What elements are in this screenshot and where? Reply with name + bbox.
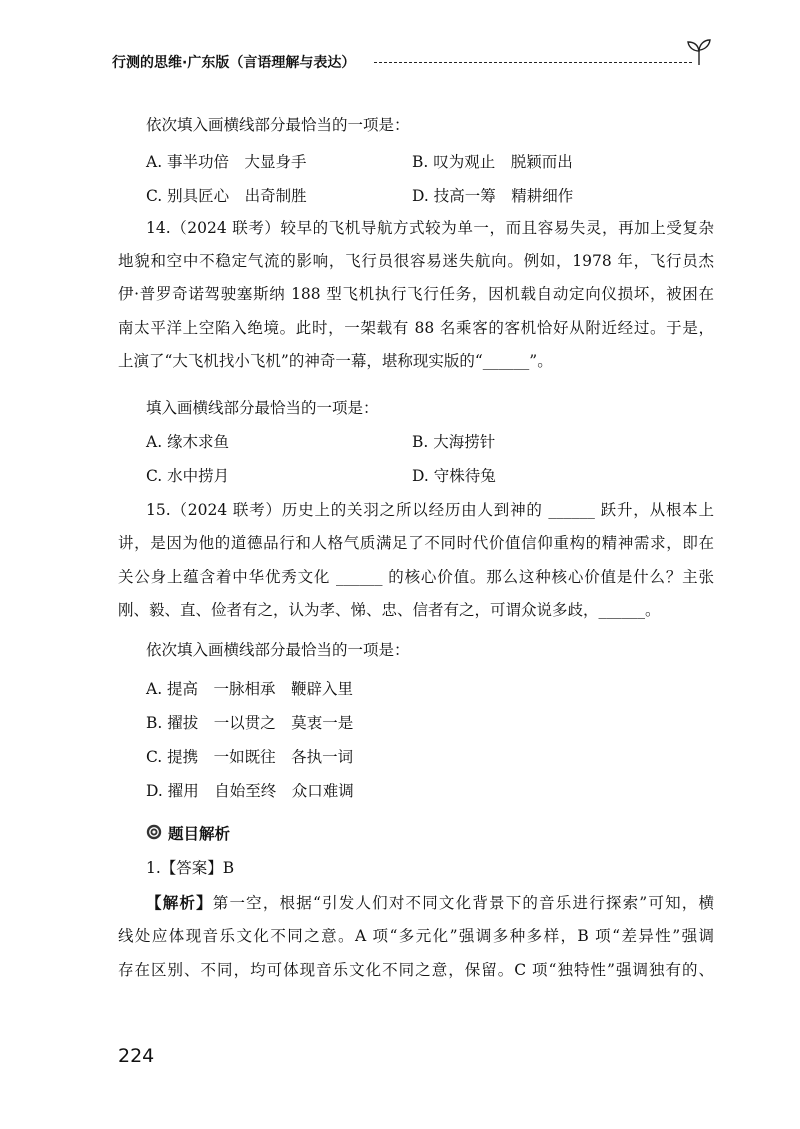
q14-line-1: 14.（2024 联考）较早的飞机导航方式较为单一，而且容易失灵，再加上受复杂 [146, 219, 714, 237]
explain-line-1 [146, 893, 714, 913]
explain-line-3: 存在区别、不同，均可体现音乐文化不同之意，保留。C 项“独特性”强调独有的、 [118, 961, 714, 979]
q15-line-2: 讲，是因为他的道德品行和人格气质满足了不同时代价值信仰重构的精神需求，即在 [118, 534, 714, 552]
q14-option-c: C. 水中捞月 [146, 467, 230, 485]
q14-line-5: 上演了“大飞机找小飞机”的神奇一幕，堪称现实版的“______”。 [118, 352, 553, 370]
analysis-section-title: 题目解析 [168, 825, 231, 843]
running-header [112, 38, 712, 78]
q15-option-c: C. 提携 一如既往 各执一词 [146, 748, 354, 766]
page-number: 224 [118, 1045, 155, 1067]
q15-line-1: 15.（2024 联考）历史上的关羽之所以经历由人到神的 ______ 跃升，从根本上 [146, 501, 714, 519]
q14-option-b: B. 大海捞针 [412, 433, 496, 451]
answer-line: 1.【答案】B [146, 859, 235, 877]
explain-line-2: 线处应体现音乐文化不同之意。A 项“多元化”强调多种多样，B 项“差异性”强调 [118, 927, 714, 945]
q15-option-b: B. 擢拔 一以贯之 莫衷一是 [146, 714, 354, 732]
explain-label: 【解析】 [146, 893, 213, 912]
q15-line-4: 刚、毅、直、俭者有之，认为孝、悌、忠、信者有之，可谓众说多歧，______。 [118, 601, 661, 619]
explain-first-text: 第一空，根据“引发人们对不同文化背景下的音乐进行探索”可知，横 [212, 894, 714, 912]
analysis-badge-icon [146, 824, 162, 840]
header-title: 行测的思维·广东版（言语理解与表达） [112, 55, 356, 71]
q14-option-d: D. 守株待兔 [412, 467, 496, 485]
q14-prompt: 填入画横线部分最恰当的一项是： [146, 399, 379, 417]
q15-prompt: 依次填入画横线部分最恰当的一项是： [146, 641, 410, 659]
q14-line-4: 南太平洋上空陷入绝境。此时，一架载有 88 名乘客的客机恰好从附近经过。于是， [118, 319, 714, 337]
prev-option-c: C. 别具匠心 出奇制胜 [146, 187, 307, 205]
q14-line-3: 伊·普罗奇诺驾驶塞斯纳 188 型飞机执行飞行任务，因机载自动定向仪损坏，被困在 [118, 285, 714, 303]
prev-question-prompt: 依次填入画横线部分最恰当的一项是： [146, 116, 410, 134]
q14-option-a: A. 缘木求鱼 [146, 433, 230, 451]
q15-line-3: 关公身上蕴含着中华优秀文化 ______ 的核心价值。那么这种核心价值是什么？主张 [118, 568, 714, 586]
q14-line-2: 地貌和空中不稳定气流的影响，飞行员很容易迷失航向。例如，1978 年，飞行员杰 [118, 252, 714, 270]
q15-option-d: D. 擢用 自始至终 众口难调 [146, 782, 354, 800]
prev-option-a: A. 事半功倍 大显身手 [146, 153, 307, 171]
prev-option-d: D. 技高一筹 精耕细作 [412, 187, 574, 205]
header-dashed-rule [374, 62, 692, 63]
sprout-icon [686, 38, 712, 66]
prev-option-b: B. 叹为观止 脱颖而出 [412, 153, 573, 171]
q15-option-a: A. 提高 一脉相承 鞭辟入里 [146, 680, 354, 698]
